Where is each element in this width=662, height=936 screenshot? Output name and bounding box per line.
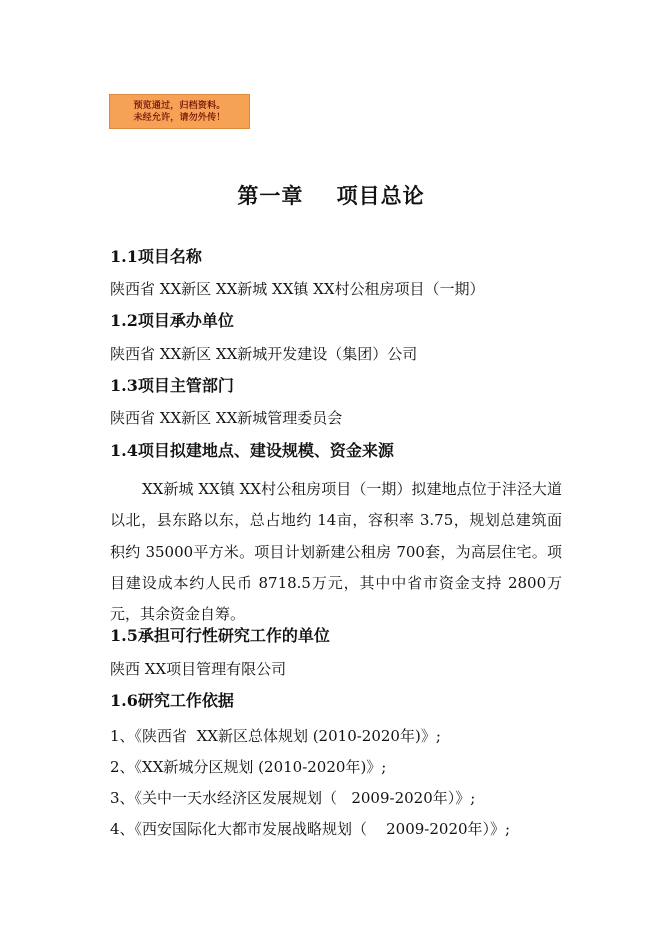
basis-list-item: 3、《关中一天水经济区发展规划（ 2009-2020年）》;	[110, 789, 476, 807]
watermark-stamp	[109, 94, 250, 129]
section-heading-1-1: 1.1项目名称	[110, 247, 202, 266]
section-heading-1-2: 1.2项目承办单位	[110, 311, 234, 330]
location-scale-paragraph: XX新城 XX镇 XX村公租房项目（一期）拟建地点位于沣泾大道以北，县东路以东，总占地约 14亩，容积率 3.75，规划总建筑面积约 35000平方米。项目计划新建公租房 700套，为高层住宅。项目建设成本约人民币 8718.5万元，其中中省市资金支持 2800万元，其余资金自筹。	[110, 480, 562, 624]
stamp-line-2: 未经允许，请勿外传！	[133, 112, 226, 123]
section-heading-1-4: 1.4项目拟建地点、建设规模、资金来源	[110, 441, 394, 460]
undertaking-unit-text: 陕西省 XX新区 XX新城开发建设（集团）公司	[110, 345, 418, 363]
section-heading-1-3: 1.3项目主管部门	[110, 376, 234, 395]
chapter-title: 第一章 项目总论	[237, 183, 425, 208]
project-name-text: 陕西省 XX新区 XX新城 XX镇 XX村公租房项目（一期）	[110, 280, 485, 298]
basis-list-item: 1、《陕西省 XX新区总体规划 (2010-2020年)》;	[110, 727, 441, 745]
basis-list-item: 2、《XX新城分区规划 (2010-2020年)》;	[110, 758, 387, 776]
basis-list-item: 4、《西安国际化大都市发展战略规划（ 2009-2020年）》;	[110, 820, 511, 838]
section-heading-1-5: 1.5承担可行性研究工作的单位	[110, 626, 330, 645]
competent-department-text: 陕西省 XX新区 XX新城管理委员会	[110, 409, 343, 427]
research-unit-text: 陕西 XX项目管理有限公司	[110, 660, 287, 678]
section-heading-1-6: 1.6研究工作依据	[110, 691, 234, 710]
stamp-line-1: 预览通过，归档资料。	[133, 100, 226, 111]
